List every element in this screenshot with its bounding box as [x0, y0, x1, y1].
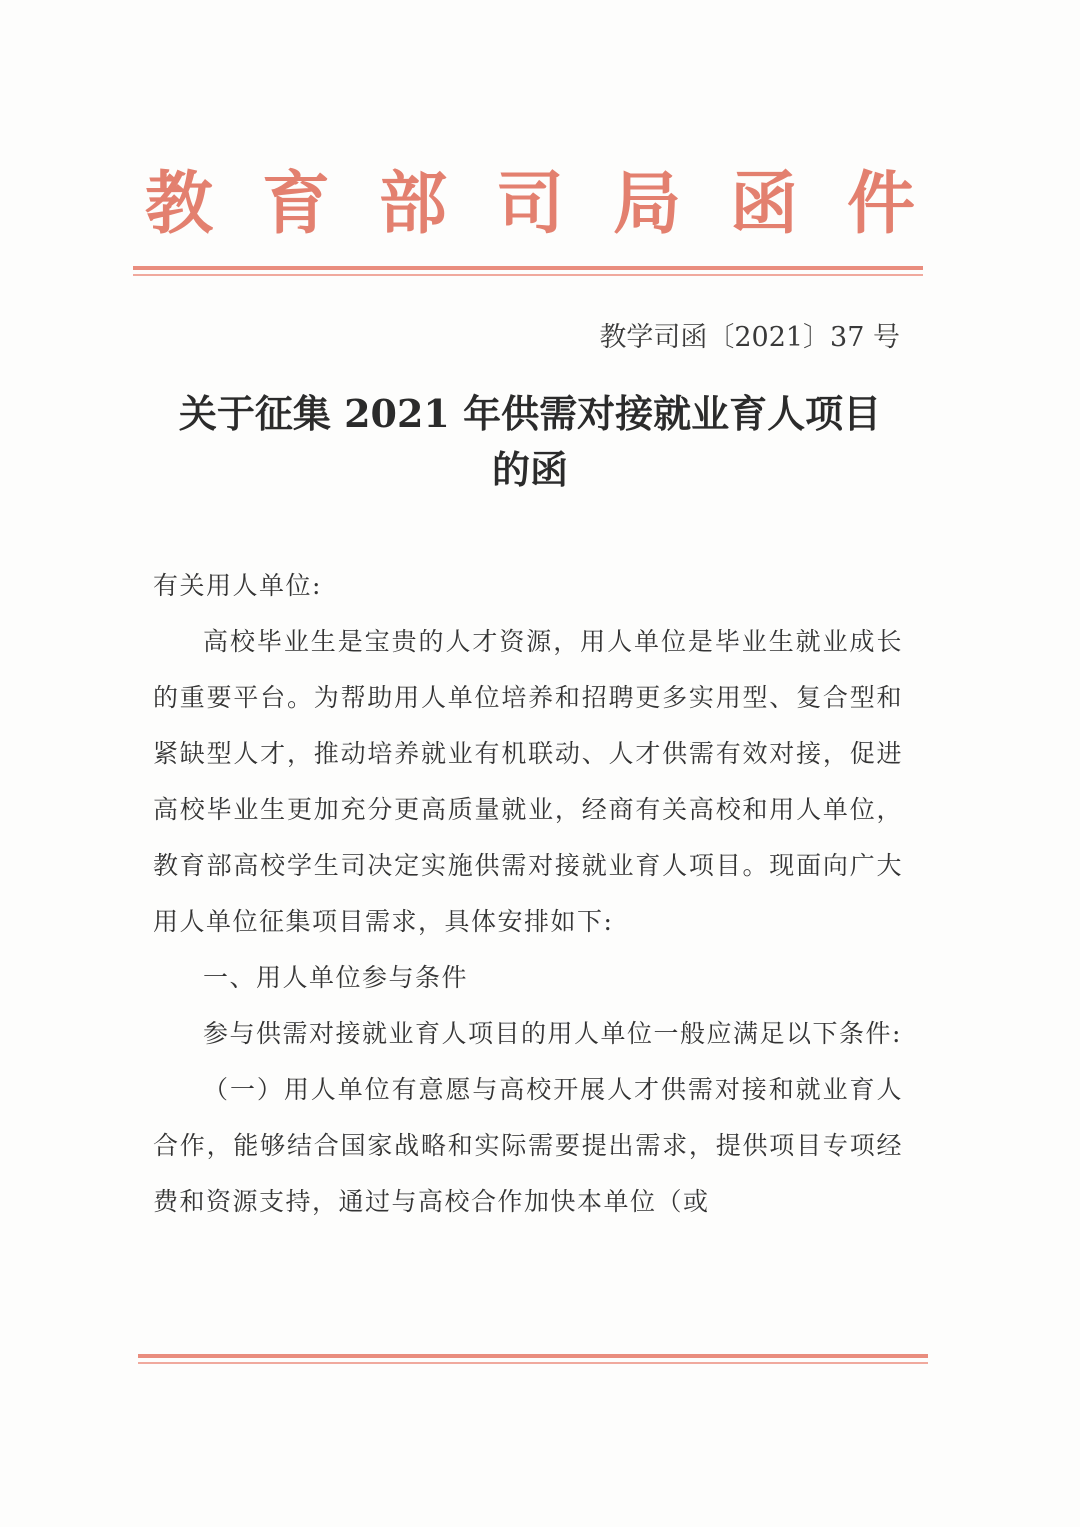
letterhead-char: 函	[729, 164, 798, 244]
letterhead-char: 育	[261, 164, 330, 244]
letterhead-char: 教	[144, 164, 213, 244]
paragraph-conditions: 参与供需对接就业育人项目的用人单位一般应满足以下条件:	[203, 1019, 902, 1048]
section-heading-1: 一、用人单位参与条件	[203, 963, 469, 992]
document-number: 教学司函〔2021〕37 号	[599, 322, 900, 353]
title-line-1: 关于征集 2021 年供需对接就业育人项目	[178, 391, 882, 436]
letterhead-rule-thin	[133, 274, 923, 276]
letterhead	[135, 160, 925, 248]
salutation: 有关用人单位:	[153, 571, 322, 600]
paragraph-intro: 高校毕业生是宝贵的人才资源，用人单位是毕业生就业成长的重要平台。为帮助用人单位培养和招聘更多实用型、复合型和紧缺型人才，推动培养就业有机联动、人才供需有效对接，促进高校毕业生更加充分更高质量就业，经商有关高校和用人单位，教育部高校学生司决定实施供需对接就业育人项目。现面向广大用人单位征集项目需求，具体安排如下:	[153, 627, 903, 936]
footer-rule-thick	[138, 1354, 928, 1358]
footer-rule-thin	[138, 1362, 928, 1364]
document-title	[150, 386, 910, 498]
letterhead-char: 司	[495, 164, 564, 244]
letterhead-char: 件	[846, 164, 915, 244]
letterhead-rule-thick	[133, 266, 923, 270]
title-line-2: 的函	[491, 447, 568, 492]
paragraph-condition-1: （一）用人单位有意愿与高校开展人才供需对接和就业育人合作，能够结合国家战略和实际需要提出需求，提供项目专项经费和资源支持，通过与高校合作加快本单位（或	[153, 1075, 903, 1216]
document-body	[153, 558, 903, 1230]
letterhead-char: 部	[378, 164, 447, 244]
letterhead-char: 局	[612, 164, 681, 244]
